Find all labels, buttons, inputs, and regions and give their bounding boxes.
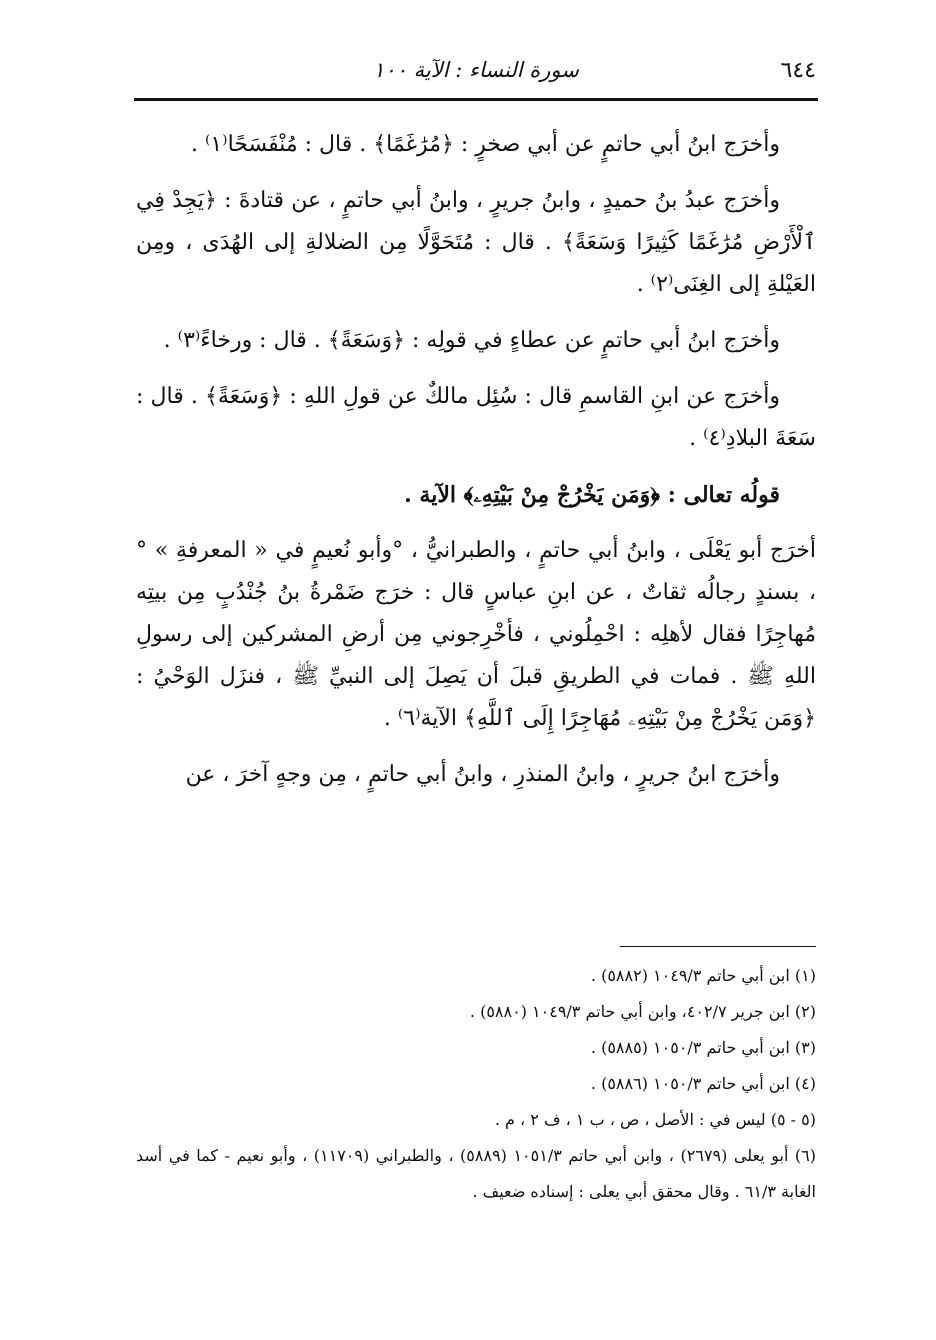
footnote-2: (٢) ابن جرير ٤٠٢/٧، وابن أبي حاتم ١٠٤٩/٣ (٥٨٨٠) . (469, 1002, 816, 1021)
footnote-6: (٦) أبو يعلى (٢٦٧٩) ، وابن أبي حاتم ١٠٥١/٣ (٥٨٨٩) ، والطبراني (١١٧٠٩) ، وأبو نعيم - كما في أسد الغابة ٦١/٣ . وقال محقق أبي يعلى : إسناده ضعيف . (136, 1146, 817, 1201)
paragraph-3: وأخرَج ابنُ أبي حاتمٍ عن عطاءٍ في قولِه : ﴿وَسَعَةً﴾ . قال : ورخاءً⁽٣⁾ . (163, 328, 780, 353)
paragraph-4: وأخرَج عن ابنِ القاسمِ قال : سُئِل مالكٌ عن قولِ اللهِ : ﴿وَسَعَةً﴾ . قال : سَعَةَ البلادِ⁽٤⁾ . (136, 384, 816, 451)
section-heading: قولُه تعالى : ﴿وَمَن يَخْرُجْ مِنْ بَيْتِهِۦ﴾ الآية . (404, 482, 780, 508)
running-title: سورة النساء : الآية ١٠٠ (373, 58, 579, 82)
paragraph-1: وأخرَج ابنُ أبي حاتمٍ عن أبي صخرٍ : ﴿مُرَٰغَمًا﴾ . قال : مُنْفَسَحًا⁽١⁾ . (190, 132, 780, 157)
paragraph-6: أخرَج أبو يَعْلَى ، وابنُ أبي حاتمٍ ، والطبرانيُّ ، °وأبو نُعيمٍ في « المعرفةِ » ° ، بسندٍ رجالُه ثقاتٌ ، عن ابنِ عباسٍ قال : خرَج ضَمْرةُ بنُ جُنْدُبٍ مِن بيتِه مُهاجِرًا فقال لأهلِه : احْمِلُوني ، فأخْرِجوني مِن أرضِ المشركين إلى رسولِ اللهِ ﷺ . فمات في الطريقِ قبلَ أن يَصِلَ إلى النبيِّ ﷺ ، فنزَل الوَحْيُ : ﴿وَمَن يَخْرُجْ مِنْ بَيْتِهِۦ مُهَاجِرًا إِلَى ٱللَّهِ﴾ الآية⁽٦⁾ . (136, 538, 816, 731)
footnote-1: (١) ابن أبي حاتم ١٠٤٩/٣ (٥٨٨٢) . (590, 966, 816, 985)
page-number: ٦٤٤ (780, 58, 816, 83)
footnote-5: (٥ - ٥) ليس في : الأصل ، ص ، ب ١ ، ف ٢ ، م . (494, 1110, 816, 1129)
paragraph-2: وأخرَج عبدُ بنُ حميدٍ ، وابنُ جريرٍ ، وابنُ أبي حاتمٍ ، عن قتادةَ : ﴿يَجِدْ فِي ٱلْأَرْضِ مُرَٰغَمًا كَثِيرًا وَسَعَةً﴾ . قال : مُتَحَوَّلًا مِن الضلالةِ إلى الهُدَى ، ومِن العَيْلةِ إلى الغِنَى⁽٢⁾ . (136, 188, 816, 297)
footnote-4: (٤) ابن أبي حاتم ١٠٥٠/٣ (٥٨٨٦) . (590, 1074, 816, 1093)
paragraph-7: وأخرَج ابنُ جريرٍ ، وابنُ المنذرِ ، وابنُ أبي حاتمٍ ، مِن وجهٍ آخرَ ، عن (185, 762, 780, 787)
page-header (136, 52, 816, 92)
header-rule (134, 98, 818, 101)
footnotes (136, 958, 816, 1210)
body-text (136, 124, 816, 810)
footnote-rule (620, 946, 816, 947)
footnote-3: (٣) ابن أبي حاتم ١٠٥٠/٣ (٥٨٨٥) . (590, 1038, 816, 1057)
